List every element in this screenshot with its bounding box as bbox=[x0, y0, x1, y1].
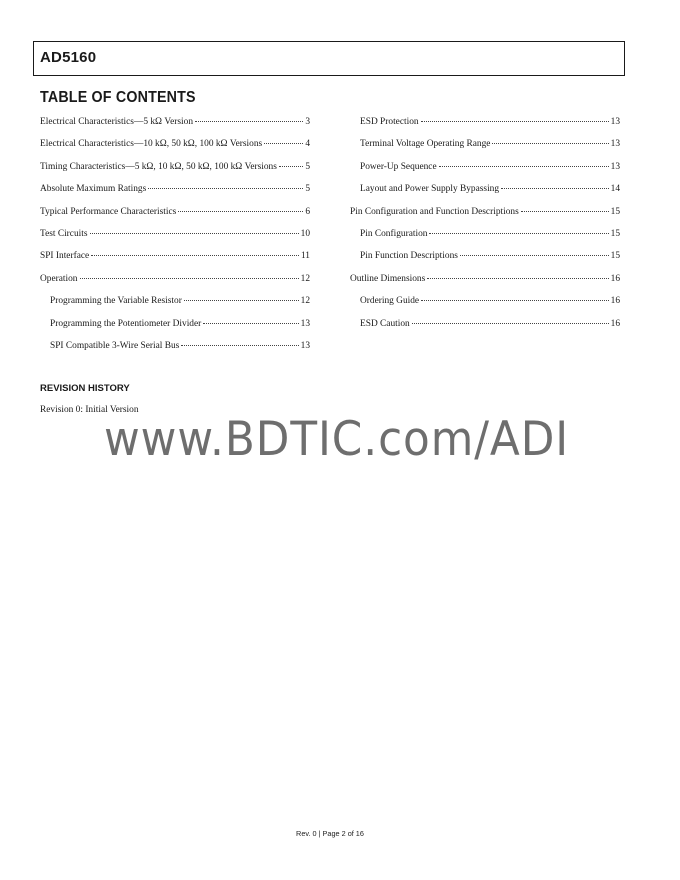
toc-leader-dots bbox=[91, 255, 299, 256]
toc-leader-dots bbox=[521, 211, 609, 212]
toc-entry-title: ESD Caution bbox=[360, 318, 410, 329]
toc-entry[interactable] bbox=[350, 225, 620, 247]
toc-entry-title: Pin Configuration bbox=[360, 228, 428, 239]
toc-entry[interactable] bbox=[40, 315, 310, 337]
toc-entry[interactable] bbox=[40, 270, 310, 292]
toc-entry-title: Absolute Maximum Ratings bbox=[40, 184, 147, 195]
toc-entry-page: 13 bbox=[610, 139, 620, 150]
toc-entry-title: Outline Dimensions bbox=[350, 273, 426, 284]
toc-entry-page: 3 bbox=[305, 117, 310, 127]
toc-entry-title: Power-Up Sequence bbox=[360, 161, 437, 172]
toc-entry[interactable] bbox=[40, 292, 310, 314]
document-title: AD5160 bbox=[40, 49, 97, 66]
toc-entry[interactable] bbox=[350, 180, 620, 202]
toc-entry[interactable] bbox=[350, 113, 620, 135]
toc-entry-page: 12 bbox=[300, 273, 310, 284]
toc-entry-page: 15 bbox=[610, 228, 620, 239]
toc-entry-title: Test Circuits bbox=[40, 228, 88, 239]
toc-entry-page: 15 bbox=[610, 206, 620, 217]
revision-entry: Revision 0: Initial Version bbox=[40, 405, 139, 415]
toc-leader-dots bbox=[181, 345, 298, 346]
toc-entry-title: ESD Protection bbox=[360, 117, 419, 127]
toc-entry[interactable] bbox=[350, 203, 620, 225]
toc-entry-page: 16 bbox=[610, 273, 620, 284]
toc-entry-title: SPI Compatible 3-Wire Serial Bus bbox=[50, 340, 180, 351]
toc-entry[interactable] bbox=[40, 247, 310, 269]
toc-column-right bbox=[350, 113, 620, 337]
toc-entry[interactable] bbox=[350, 158, 620, 180]
toc-entry-title: Pin Configuration and Function Descriptions bbox=[350, 206, 519, 217]
toc-leader-dots bbox=[429, 233, 608, 234]
toc-entry-title: Programming the Potentiometer Divider bbox=[50, 318, 202, 329]
toc-entry-page: 5 bbox=[305, 161, 310, 172]
toc-entry[interactable] bbox=[40, 135, 310, 157]
toc-leader-dots bbox=[178, 211, 303, 212]
revision-history-heading: REVISION HISTORY bbox=[40, 383, 130, 394]
toc-entry-title: Terminal Voltage Operating Range bbox=[360, 139, 491, 150]
toc-entry[interactable] bbox=[350, 292, 620, 314]
toc-entry-page: 11 bbox=[300, 251, 310, 262]
toc-entry-page: 6 bbox=[305, 206, 310, 217]
toc-leader-dots bbox=[492, 143, 608, 144]
toc-leader-dots bbox=[148, 188, 303, 189]
toc-leader-dots bbox=[501, 188, 609, 189]
page-footer: Rev. 0 | Page 2 of 16 bbox=[296, 829, 364, 838]
toc-entry-page: 10 bbox=[300, 228, 310, 239]
toc-entry[interactable] bbox=[40, 158, 310, 180]
toc-leader-dots bbox=[90, 233, 299, 234]
toc-entry[interactable] bbox=[40, 337, 310, 359]
toc-entry-title: Timing Characteristics—5 kΩ, 10 kΩ, 50 kΩ, 100 kΩ Versions bbox=[40, 161, 277, 172]
toc-entry-page: 4 bbox=[305, 139, 310, 150]
toc-entry[interactable] bbox=[40, 180, 310, 202]
toc-entry-title: Typical Performance Characteristics bbox=[40, 206, 177, 217]
toc-entry-page: 13 bbox=[610, 161, 620, 172]
toc-leader-dots bbox=[279, 166, 303, 167]
toc-entry-title: Ordering Guide bbox=[360, 296, 420, 307]
toc-leader-dots bbox=[421, 300, 609, 301]
watermark-text: www.BDTIC.com/ADI bbox=[104, 412, 570, 467]
toc-entry-page: 5 bbox=[305, 184, 310, 195]
toc-entry-title: Operation bbox=[40, 273, 78, 284]
toc-leader-dots bbox=[460, 255, 609, 256]
toc-column-left bbox=[40, 113, 310, 359]
toc-entry-title: Programming the Variable Resistor bbox=[50, 296, 182, 307]
toc-entry-title: Pin Function Descriptions bbox=[360, 251, 458, 262]
toc-leader-dots bbox=[80, 278, 299, 279]
toc-entry-page: 13 bbox=[300, 318, 310, 329]
toc-entry-page: 16 bbox=[610, 296, 620, 307]
toc-leader-dots bbox=[439, 166, 609, 167]
toc-entry[interactable] bbox=[40, 113, 310, 135]
toc-entry-page: 13 bbox=[300, 340, 310, 351]
toc-leader-dots bbox=[427, 278, 608, 279]
toc-entry-title: SPI Interface bbox=[40, 251, 90, 262]
toc-leader-dots bbox=[421, 121, 609, 122]
toc-entry[interactable] bbox=[40, 225, 310, 247]
toc-entry[interactable] bbox=[350, 270, 620, 292]
toc-leader-dots bbox=[184, 300, 299, 301]
toc-entry-page: 13 bbox=[610, 117, 620, 127]
toc-leader-dots bbox=[203, 323, 298, 324]
toc-entry-page: 15 bbox=[610, 251, 620, 262]
toc-entry-title: Layout and Power Supply Bypassing bbox=[360, 184, 500, 195]
toc-entry[interactable] bbox=[350, 247, 620, 269]
toc-entry-page: 12 bbox=[300, 296, 310, 307]
toc-entry-title: Electrical Characteristics—5 kΩ Version bbox=[40, 117, 194, 127]
toc-entry[interactable] bbox=[350, 315, 620, 337]
toc-entry[interactable] bbox=[40, 203, 310, 225]
toc-entry[interactable] bbox=[350, 135, 620, 157]
toc-entry-page: 14 bbox=[610, 184, 620, 195]
header-box bbox=[33, 41, 625, 76]
toc-entry-title: Electrical Characteristics—10 kΩ, 50 kΩ, 100 kΩ Versions bbox=[40, 139, 263, 150]
toc-entry-page: 16 bbox=[610, 318, 620, 329]
toc-leader-dots bbox=[195, 121, 303, 122]
toc-leader-dots bbox=[412, 323, 609, 324]
toc-leader-dots bbox=[264, 143, 303, 144]
toc-heading: TABLE OF CONTENTS bbox=[40, 89, 196, 106]
